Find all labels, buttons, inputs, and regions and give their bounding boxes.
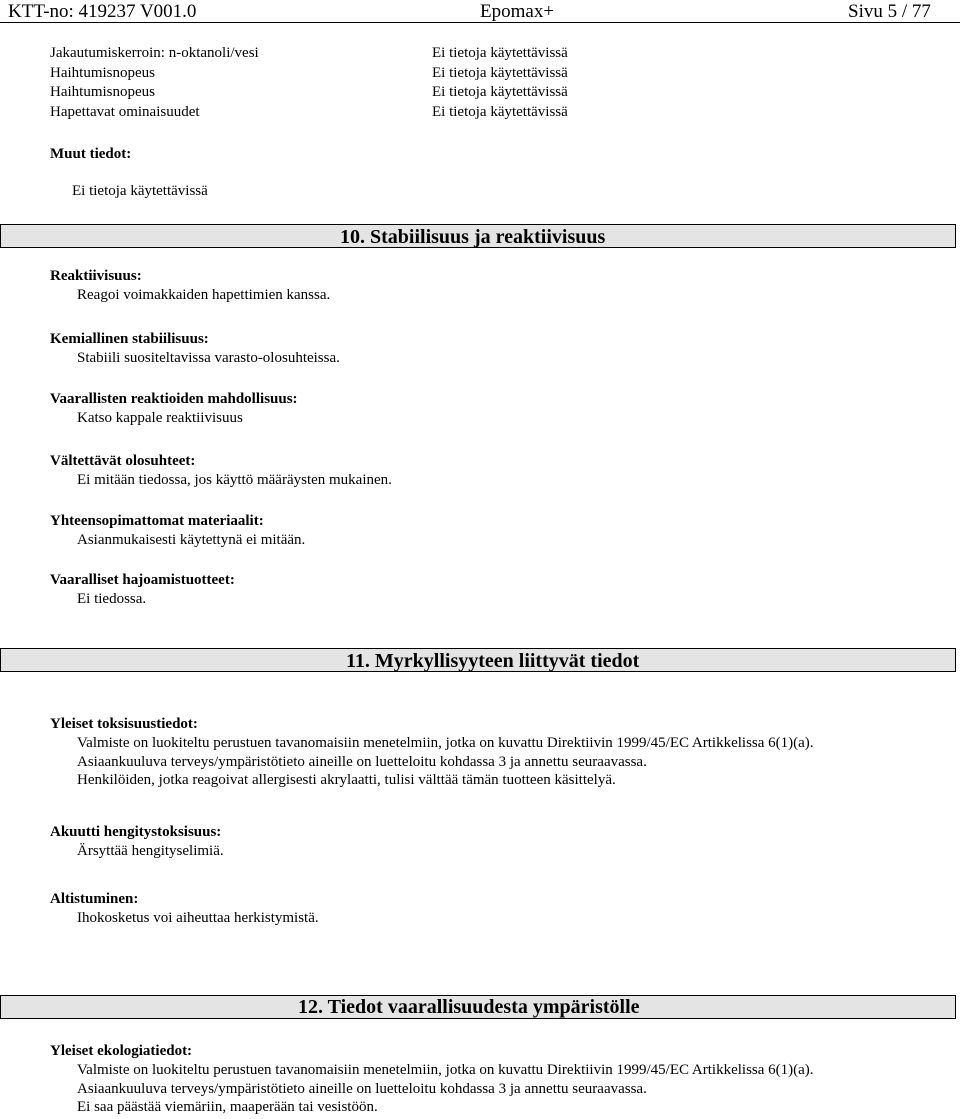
field-value: Ihokosketus voi aiheuttaa herkistymistä. bbox=[77, 910, 319, 926]
exposure-block bbox=[50, 889, 319, 928]
incompatible-materials-block bbox=[50, 511, 305, 550]
field-value: Stabiili suositeltavissa varasto-olosuhteissa. bbox=[77, 350, 340, 366]
header-rule bbox=[0, 22, 960, 23]
product-name: Epomax+ bbox=[480, 1, 555, 22]
property-value: Ei tietoja käytettävissä bbox=[432, 103, 568, 120]
field-value: Katso kappale reaktiivisuus bbox=[77, 410, 243, 426]
property-label: Hapettavat ominaisuudet bbox=[50, 103, 200, 120]
field-label: Reaktiivisuus: bbox=[50, 268, 142, 284]
field-value: Ei tiedossa. bbox=[77, 591, 147, 607]
field-value: Ei mitään tiedossa, jos käyttö määräysten mukainen. bbox=[77, 472, 392, 488]
field-label: Yleiset ekologiatiedot: bbox=[50, 1043, 193, 1059]
field-value: Valmiste on luokiteltu perustuen tavanomaisiin menetelmiin, jotka on kuvattu Direktiivin 1999/45/EC Artikkelissa 6(1)(a). bbox=[77, 735, 814, 751]
field-label: Yhteensopimattomat materiaalit: bbox=[50, 513, 264, 529]
page-number: Sivu 5 / 77 bbox=[848, 1, 931, 22]
property-label: Haihtumisnopeus bbox=[50, 64, 155, 81]
field-label: Vaaralliset hajoamistuotteet: bbox=[50, 572, 235, 588]
document-id: KTT-no: 419237 V001.0 bbox=[8, 1, 197, 22]
field-value: Asianmukaisesti käytettynä ei mitään. bbox=[77, 532, 306, 548]
field-label: Altistuminen: bbox=[50, 891, 139, 907]
acute-inhalation-toxicity-block bbox=[50, 822, 224, 861]
property-label: Jakautumiskerroin: n-oktanoli/vesi bbox=[50, 45, 259, 61]
property-label: Haihtumisnopeus bbox=[50, 84, 155, 100]
ecological-info-block bbox=[50, 1041, 814, 1117]
decomposition-products-block bbox=[50, 570, 235, 609]
general-toxicity-block bbox=[50, 714, 814, 790]
field-label: Kemiallinen stabiilisuus: bbox=[50, 331, 209, 347]
field-value: Ei saa päästää viemäriin, maaperään tai vesistöön. bbox=[77, 1099, 378, 1115]
field-label: Vaarallisten reaktioiden mahdollisuus: bbox=[50, 391, 298, 407]
reactivity-block bbox=[50, 266, 330, 305]
section-11-title: 11. Myrkyllisyyteen liittyvät tiedot bbox=[346, 650, 640, 672]
field-value: Asiaankuuluva terveys/ympäristötieto aineille on luetteloitu kohdassa 3 ja annettu seuraavassa. bbox=[77, 1080, 647, 1097]
property-value: Ei tietoja käytettävissä bbox=[432, 45, 568, 61]
field-value: Ärsyttää hengityselimiä. bbox=[77, 843, 224, 859]
section-12-title: 12. Tiedot vaarallisuudesta ympäristölle bbox=[298, 996, 640, 1018]
other-info-label: Muut tiedot: bbox=[50, 146, 132, 162]
field-value: Valmiste on luokiteltu perustuen tavanomaisiin menetelmiin, jotka on kuvattu Direktiivin 1999/45/EC Artikkelissa 6(1)(a). bbox=[77, 1062, 814, 1078]
hazardous-reactions-block bbox=[50, 389, 298, 428]
conditions-to-avoid-block bbox=[50, 451, 392, 490]
field-value: Asiaankuuluva terveys/ympäristötieto aineille on luetteloitu kohdassa 3 ja annettu seuraavassa. bbox=[77, 753, 647, 770]
field-label: Akuutti hengitystoksisuus: bbox=[50, 824, 222, 840]
property-value: Ei tietoja käytettävissä bbox=[432, 84, 568, 100]
other-info-value: Ei tietoja käytettävissä bbox=[72, 183, 208, 199]
section-10-title: 10. Stabiilisuus ja reaktiivisuus bbox=[340, 226, 606, 248]
field-value: Henkilöiden, jotka reagoivat allergisesti akrylaatti, tulisi välttää tämän tuotteen käsittelyä. bbox=[77, 772, 616, 788]
chemical-stability-block bbox=[50, 329, 340, 368]
field-label: Vältettävät olosuhteet: bbox=[50, 453, 196, 469]
field-label: Yleiset toksisuustiedot: bbox=[50, 716, 198, 732]
field-value: Reagoi voimakkaiden hapettimien kanssa. bbox=[77, 287, 331, 303]
property-value: Ei tietoja käytettävissä bbox=[432, 64, 568, 81]
